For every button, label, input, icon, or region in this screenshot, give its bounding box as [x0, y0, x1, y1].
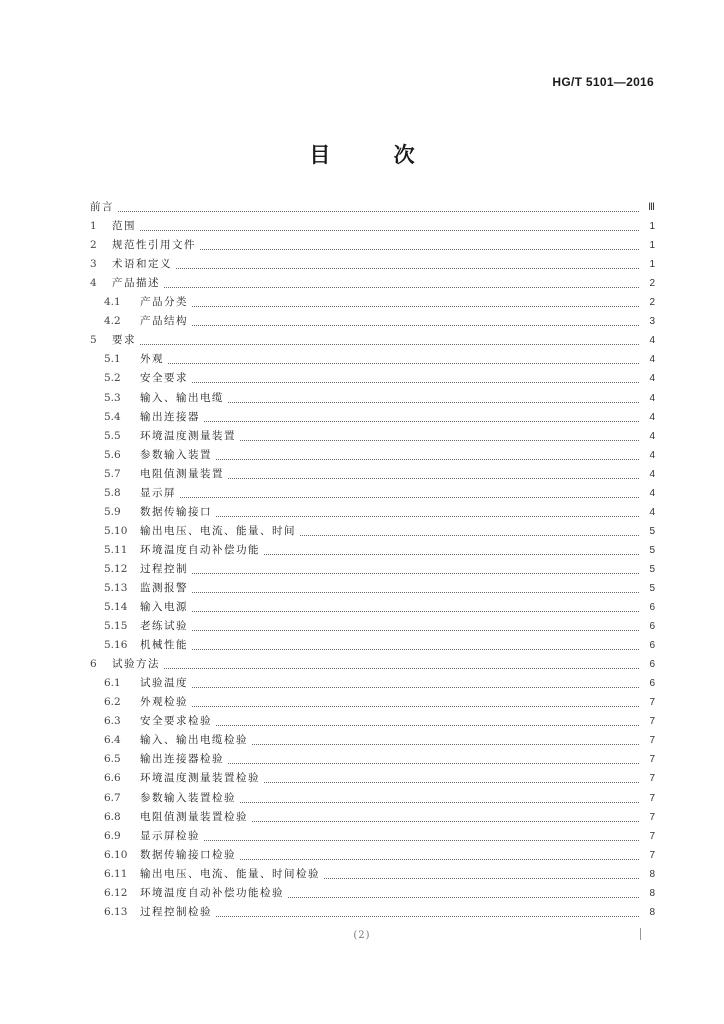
toc-entry-number: 5.2 [104, 372, 121, 385]
toc-entry-label: 前言 [90, 201, 114, 214]
toc-entry-page: 1 [649, 221, 655, 233]
toc-entry-page: 1 [649, 259, 655, 271]
toc-entry-label: 过程控制 [140, 562, 188, 575]
toc-entry-page: 4 [649, 487, 655, 499]
toc-entry-number: 4.1 [104, 296, 121, 309]
page-title: 目 次 [309, 142, 443, 167]
toc-leader-dots [192, 643, 639, 650]
toc-entry-label: 机械性能 [140, 639, 188, 652]
toc-entry-label: 老练试验 [140, 620, 188, 633]
toc-leader-dots [264, 776, 639, 783]
toc-entry-page: 8 [649, 887, 655, 899]
toc-entry-label: 产品结构 [140, 315, 188, 328]
toc-entry-page: 6 [649, 602, 655, 614]
toc-entry-page: 5 [649, 525, 655, 537]
toc-entry[interactable] [90, 674, 655, 693]
toc-leader-dots [216, 453, 639, 460]
toc-entry[interactable] [90, 427, 655, 446]
toc-entry-label: 试验温度 [140, 677, 188, 690]
toc-entry-page: 7 [649, 716, 655, 728]
toc-entry[interactable] [90, 408, 655, 427]
toc-entry-label: 环境温度测量装置检验 [140, 772, 260, 785]
toc-entry-page: 4 [649, 468, 655, 480]
toc-entry-label: 输出连接器 [140, 410, 200, 423]
toc-entry[interactable] [90, 712, 655, 731]
toc-entry-label: 输出连接器检验 [140, 753, 224, 766]
toc-entry-label: 输入电源 [140, 601, 188, 614]
toc-entry[interactable] [90, 350, 655, 369]
toc-entry[interactable] [90, 369, 655, 388]
toc-entry-page: 4 [649, 506, 655, 518]
table-of-contents [90, 198, 655, 922]
toc-entry-page: 6 [649, 640, 655, 652]
toc-leader-dots [240, 853, 639, 860]
toc-entry[interactable] [90, 788, 655, 807]
toc-leader-dots [164, 662, 639, 669]
toc-entry-number: 5.1 [104, 353, 121, 366]
toc-entry[interactable] [90, 693, 655, 712]
toc-entry-number: 5.14 [104, 601, 128, 614]
toc-leader-dots [192, 605, 639, 612]
toc-entry-number: 2 [90, 239, 97, 252]
toc-entry-number: 6.12 [104, 886, 128, 899]
toc-entry-number: 6.8 [104, 810, 121, 823]
toc-entry-page: 5 [649, 563, 655, 575]
toc-entry-number: 5.13 [104, 581, 128, 594]
toc-entry-number: 5.11 [104, 543, 128, 556]
toc-entry-label: 参数输入装置检验 [140, 791, 236, 804]
margin-mark [640, 928, 641, 940]
toc-entry[interactable] [90, 293, 655, 312]
toc-entry-label: 产品分类 [140, 296, 188, 309]
toc-leader-dots [228, 396, 639, 403]
toc-entry-label: 产品描述 [112, 277, 160, 290]
toc-entry-page: 1 [649, 240, 655, 252]
toc-entry-page: 6 [649, 678, 655, 690]
toc-entry-number: 6.6 [104, 772, 121, 785]
toc-entry-page: 6 [649, 659, 655, 671]
toc-entry-label: 参数输入装置 [140, 448, 212, 461]
toc-entry[interactable] [90, 598, 655, 617]
toc-entry-number: 1 [90, 220, 97, 233]
toc-entry-page: 3 [649, 316, 655, 328]
standard-code: HG/T 5101—2016 [552, 75, 654, 89]
toc-entry-number: 6.2 [104, 696, 121, 709]
toc-entry-page: 5 [649, 582, 655, 594]
toc-entry[interactable] [90, 217, 655, 236]
toc-entry-number: 3 [90, 258, 97, 271]
toc-entry-label: 显示屏 [140, 486, 176, 499]
toc-leader-dots [118, 205, 639, 212]
toc-entry[interactable] [90, 522, 655, 541]
toc-leader-dots [200, 243, 639, 250]
toc-leader-dots [192, 700, 639, 707]
toc-leader-dots [140, 338, 639, 345]
toc-entry-page: 4 [649, 411, 655, 423]
toc-leader-dots [324, 872, 639, 879]
toc-entry-label: 试验方法 [112, 658, 160, 671]
toc-entry-page: 7 [649, 773, 655, 785]
toc-entry-page: 8 [649, 906, 655, 918]
toc-entry-number: 5.15 [104, 620, 128, 633]
toc-entry-label: 安全要求 [140, 372, 188, 385]
toc-entry-page: 7 [649, 735, 655, 747]
toc-leader-dots [192, 567, 639, 574]
toc-leader-dots [192, 300, 639, 307]
toc-leader-dots [288, 891, 639, 898]
toc-entry-label: 数据传输接口 [140, 505, 212, 518]
toc-entry-number: 6.10 [104, 848, 128, 861]
toc-entry-label: 电阻值测量装置 [140, 467, 224, 480]
toc-entry-number: 6.9 [104, 829, 121, 842]
toc-entry-page: 4 [649, 373, 655, 385]
toc-leader-dots [204, 834, 639, 841]
toc-leader-dots [180, 491, 639, 498]
toc-entry-page: 4 [649, 354, 655, 366]
toc-entry-number: 6.11 [104, 867, 128, 880]
toc-leader-dots [168, 357, 639, 364]
toc-entry-page: 5 [649, 544, 655, 556]
toc-entry[interactable] [90, 255, 655, 274]
toc-entry[interactable] [90, 274, 655, 293]
toc-entry[interactable] [90, 331, 655, 350]
toc-entry-page: 2 [649, 278, 655, 290]
toc-entry-page: 4 [649, 392, 655, 404]
toc-entry-number: 6.7 [104, 791, 121, 804]
toc-entry-page: 7 [649, 830, 655, 842]
toc-entry-page: 7 [649, 849, 655, 861]
page-number: (2) [353, 930, 371, 941]
toc-entry-page: 6 [649, 621, 655, 633]
toc-entry[interactable] [90, 865, 655, 884]
toc-leader-dots [192, 319, 639, 326]
toc-entry-page: 2 [649, 297, 655, 309]
toc-entry-label: 安全要求检验 [140, 715, 212, 728]
toc-entry[interactable] [90, 484, 655, 503]
toc-entry-number: 5.7 [104, 467, 121, 480]
toc-entry[interactable] [90, 465, 655, 484]
toc-leader-dots [204, 415, 639, 422]
toc-entry-page: 4 [649, 335, 655, 347]
toc-leader-dots [192, 681, 639, 688]
toc-entry-number: 6.4 [104, 734, 121, 747]
toc-leader-dots [140, 224, 639, 231]
toc-entry-label: 显示屏检验 [140, 829, 200, 842]
toc-entry[interactable] [90, 198, 655, 217]
toc-entry-page: 7 [649, 697, 655, 709]
toc-leader-dots [176, 262, 639, 269]
toc-entry-label: 外观 [140, 353, 164, 366]
toc-leader-dots [240, 796, 639, 803]
toc-entry-label: 环境温度自动补偿功能 [140, 543, 260, 556]
toc-entry-number: 6.5 [104, 753, 121, 766]
toc-entry[interactable] [90, 731, 655, 750]
toc-entry[interactable] [90, 884, 655, 903]
toc-entry-number: 5.5 [104, 429, 121, 442]
toc-entry-number: 5.8 [104, 486, 121, 499]
toc-leader-dots [264, 548, 639, 555]
toc-entry-label: 输入、输出电缆检验 [140, 734, 248, 747]
toc-leader-dots [252, 738, 639, 745]
toc-entry[interactable] [90, 312, 655, 331]
toc-entry-label: 范围 [112, 220, 136, 233]
toc-entry-label: 术语和定义 [112, 258, 172, 271]
toc-entry-label: 输出电压、电流、能量、时间 [140, 524, 296, 537]
toc-leader-dots [216, 510, 639, 517]
toc-entry-label: 输出电压、电流、能量、时间检验 [140, 867, 320, 880]
toc-entry-label: 数据传输接口检验 [140, 848, 236, 861]
toc-entry-number: 5 [90, 334, 97, 347]
toc-entry[interactable] [90, 503, 655, 522]
toc-entry-page: 4 [649, 430, 655, 442]
toc-leader-dots [300, 529, 639, 536]
toc-entry[interactable] [90, 903, 655, 922]
toc-entry-label: 外观检验 [140, 696, 188, 709]
toc-entry-label: 输入、输出电缆 [140, 391, 224, 404]
toc-entry[interactable] [90, 636, 655, 655]
toc-entry[interactable] [90, 388, 655, 407]
toc-leader-dots [164, 281, 639, 288]
toc-leader-dots [216, 719, 639, 726]
toc-entry-label: 规范性引用文件 [112, 239, 196, 252]
toc-entry[interactable] [90, 236, 655, 255]
toc-entry-page: 7 [649, 811, 655, 823]
toc-entry-number: 5.3 [104, 391, 121, 404]
toc-leader-dots [228, 757, 639, 764]
toc-entry-number: 6.3 [104, 715, 121, 728]
toc-entry-number: 5.16 [104, 639, 128, 652]
toc-leader-dots [252, 815, 639, 822]
toc-entry-label: 监测报警 [140, 581, 188, 594]
toc-entry-page: 8 [649, 868, 655, 880]
toc-entry[interactable] [90, 541, 655, 560]
toc-entry-page: 7 [649, 754, 655, 766]
toc-entry[interactable] [90, 846, 655, 865]
toc-entry-number: 6 [90, 658, 97, 671]
toc-leader-dots [228, 472, 639, 479]
toc-entry-number: 5.4 [104, 410, 121, 423]
toc-entry-number: 5.12 [104, 562, 128, 575]
toc-entry-page: 4 [649, 449, 655, 461]
toc-entry[interactable] [90, 617, 655, 636]
toc-leader-dots [216, 910, 639, 917]
toc-entry-label: 环境温度自动补偿功能检验 [140, 886, 284, 899]
toc-entry-page: 7 [649, 792, 655, 804]
toc-entry-number: 6.13 [104, 905, 128, 918]
toc-entry-label: 环境温度测量装置 [140, 429, 236, 442]
toc-entry[interactable] [90, 560, 655, 579]
toc-entry[interactable] [90, 769, 655, 788]
toc-entry[interactable] [90, 446, 655, 465]
toc-entry-page: Ⅲ [648, 202, 655, 214]
toc-entry[interactable] [90, 827, 655, 846]
toc-entry-number: 5.6 [104, 448, 121, 461]
toc-entry-number: 5.10 [104, 524, 128, 537]
toc-leader-dots [192, 376, 639, 383]
toc-entry-label: 过程控制检验 [140, 905, 212, 918]
toc-entry-number: 4.2 [104, 315, 121, 328]
toc-entry-label: 要求 [112, 334, 136, 347]
toc-entry[interactable] [90, 808, 655, 827]
toc-leader-dots [192, 624, 639, 631]
toc-entry[interactable] [90, 750, 655, 769]
toc-entry[interactable] [90, 579, 655, 598]
toc-entry[interactable] [90, 655, 655, 674]
toc-entry-number: 6.1 [104, 677, 121, 690]
toc-leader-dots [240, 434, 639, 441]
toc-entry-number: 5.9 [104, 505, 121, 518]
toc-entry-number: 4 [90, 277, 97, 290]
toc-entry-label: 电阻值测量装置检验 [140, 810, 248, 823]
toc-leader-dots [192, 586, 639, 593]
